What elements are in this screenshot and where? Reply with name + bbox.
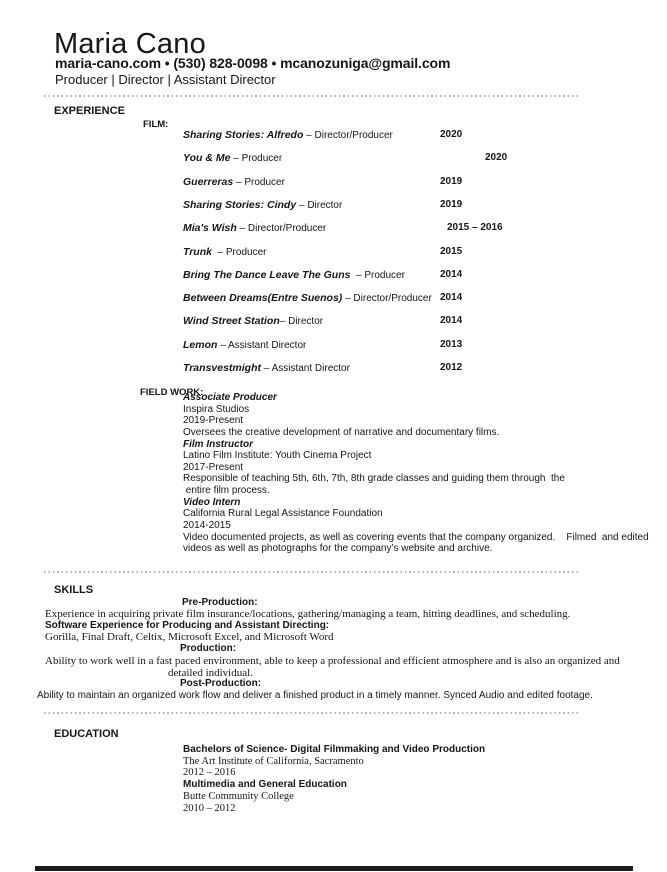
film-entry: [183, 222, 667, 234]
film-title: Lemon: [183, 339, 218, 351]
contact-line: maria-cano.com • (530) 828-0098 • mcanozuniga@gmail.com: [55, 55, 451, 71]
film-entry: [183, 315, 667, 327]
field-work-line: Video Intern: [183, 496, 241, 508]
field-work-line: 2014-2015: [183, 519, 231, 531]
film-year: 2020: [440, 129, 463, 140]
skills-line: Ability to maintain an organized work flow and deliver a finished product in a timely manner. Synced Audio and edited footage.: [37, 690, 593, 701]
film-dash: –: [236, 223, 248, 234]
skills-line: detailed individual.: [168, 667, 253, 679]
film-role: Director: [288, 316, 324, 327]
film-entry: [183, 292, 667, 304]
field-work-line: Video documented projects, as well as covering events that the company organized. Filmed and edited: [183, 531, 649, 543]
dotted-separator: [44, 712, 578, 714]
film-entry: [183, 246, 667, 258]
film-entry: [183, 199, 667, 211]
field-work-line: videos as well as photographs for the company’s website and archive.: [183, 543, 493, 555]
skills-line: Gorilla, Final Draft, Celtix, Microsoft Excel, and Microsoft Word: [45, 631, 334, 643]
film-dash: –: [211, 247, 226, 258]
dotted-separator: [44, 571, 578, 573]
film-dash: –: [217, 340, 228, 351]
skills-line: Production:: [180, 643, 237, 654]
film-dash: –: [230, 153, 242, 164]
film-dash: –: [279, 316, 289, 327]
film-title: Between Dreams(Entre Suenos): [183, 292, 343, 304]
skills-line: Experience in acquiring private film insurance/locations, gathering/managing a team, hitting deadlines, and scheduling.: [45, 608, 571, 620]
film-dash: –: [296, 200, 308, 211]
film-year: 2019: [440, 199, 463, 210]
film-entry: [183, 152, 667, 164]
film-role: Director/Producer: [353, 293, 432, 304]
film-year: 2015: [440, 246, 463, 257]
skills-line: Pre-Production:: [182, 597, 258, 608]
field-work-line: Inspira Studios: [183, 403, 250, 415]
bottom-scan-bar: [35, 866, 633, 871]
film-dash: –: [303, 130, 315, 141]
film-year: 2014: [440, 315, 463, 326]
education-block: [183, 744, 485, 814]
field-work-line: 2019-Present: [183, 415, 244, 427]
film-role: Director: [307, 200, 343, 211]
film-title: Transvestmight: [183, 362, 261, 374]
film-role: Director/Producer: [247, 223, 327, 234]
education-line: 2010 – 2012: [183, 802, 236, 814]
field-work-line: Responsible of teaching 5th, 6th, 7th, 8th grade classes and guiding them through the: [183, 473, 565, 485]
film-year: 2013: [440, 339, 463, 350]
film-role: Assistant Director: [271, 363, 350, 374]
field-work-line: Associate Producer: [183, 392, 277, 403]
film-role: Producer: [364, 270, 405, 281]
film-title: Bring The Dance Leave The Guns: [183, 269, 351, 281]
film-title: Sharing Stories: Cindy: [183, 199, 297, 211]
film-title: You & Me: [183, 152, 231, 164]
skills-line: Software Experience for Producing and Assistant Directing:: [45, 620, 330, 631]
film-dash: –: [233, 177, 245, 188]
field-work-line: 2017-Present: [183, 461, 244, 473]
film-entry: [183, 362, 667, 374]
film-entry: [183, 176, 667, 188]
film-entry: [183, 339, 667, 351]
skills-line: Ability to work well in a fast paced environment, able to keep a professional and efficient atmosphere and is also an organized and: [45, 655, 620, 667]
film-entry: [183, 269, 667, 281]
film-role: Producer: [241, 153, 283, 164]
film-title: Wind Street Station: [183, 315, 280, 327]
film-year: 2015 – 2016: [447, 222, 503, 233]
experience-heading: EXPERIENCE: [54, 105, 125, 117]
film-year: 2014: [440, 292, 463, 303]
dotted-separator: [44, 95, 578, 97]
person-name: Maria Cano: [54, 28, 206, 60]
film-role: Assistant Director: [228, 340, 307, 351]
field-work-line: California Rural Legal Assistance Foundation: [183, 508, 383, 520]
film-role: Producer: [225, 247, 267, 258]
education-line: Bachelors of Science- Digital Filmmaking and Video Production: [183, 744, 486, 755]
film-role: Producer: [244, 177, 285, 188]
film-dash: –: [342, 293, 354, 304]
film-role: Director/Producer: [314, 130, 393, 141]
film-dash: –: [350, 270, 365, 281]
film-year: 2012: [440, 362, 463, 373]
job-titles-line: Producer | Director | Assistant Director: [55, 72, 276, 87]
film-year: 2019: [440, 176, 463, 187]
field-work-line: Film Instructor: [183, 438, 254, 450]
film-year: 2014: [440, 269, 463, 280]
film-year: 2020: [485, 152, 508, 163]
field-work-line: Latino Film Institute: Youth Cinema Project: [183, 450, 372, 462]
film-label: FILM:: [143, 119, 169, 130]
film-dash: –: [261, 363, 272, 374]
skills-heading: SKILLS: [54, 584, 94, 596]
education-line: Multimedia and General Education: [183, 779, 347, 791]
education-line: Butte Community College: [183, 790, 294, 802]
field-work-label: FIELD WORK:: [140, 387, 204, 398]
field-work-line: Oversees the creative development of narrative and documentary films.: [183, 426, 500, 438]
skills-line: Post-Production:: [180, 678, 262, 689]
education-heading: EDUCATION: [54, 728, 119, 740]
field-work-line: entire film process.: [183, 485, 270, 496]
film-entry: [183, 129, 667, 141]
film-title: Sharing Stories: Alfredo: [183, 129, 304, 141]
film-title: Trunk: [183, 246, 212, 258]
education-line: The Art Institute of California, Sacramento: [183, 755, 364, 767]
education-line: 2012 – 2016: [183, 767, 236, 779]
film-title: Guerreras: [183, 176, 234, 188]
film-title: Mia's Wish: [183, 222, 237, 234]
field-work-block: [183, 392, 649, 555]
